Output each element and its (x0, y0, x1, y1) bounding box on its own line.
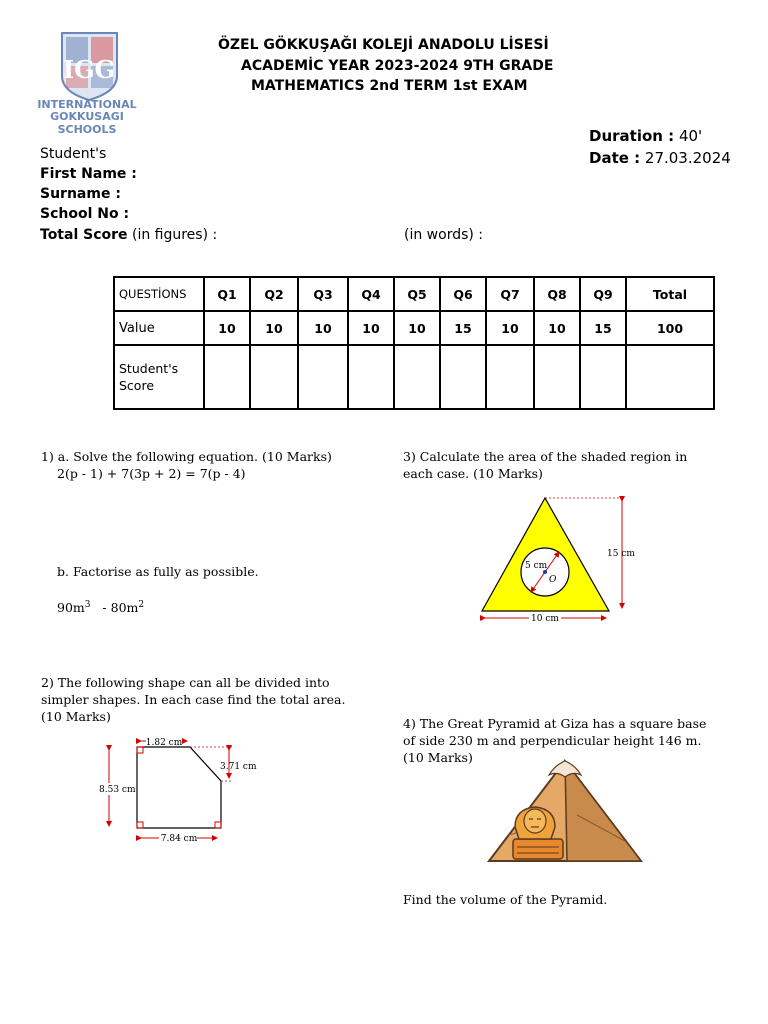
q-header: Q4 (348, 277, 394, 311)
value-cell: 15 (440, 311, 486, 345)
score-input-cell[interactable] (250, 345, 298, 409)
school-no-label: School No : (40, 206, 130, 222)
q4-text-line1: 4) The Great Pyramid at Giza has a square base (403, 716, 707, 731)
header-school-name: ÖZEL GÖKKUŞAĞI KOLEJİ ANADOLU LİSESİ (218, 37, 549, 53)
value-cell: 10 (250, 311, 298, 345)
q1-expression: $90m^3$ - $80m^2$ (57, 600, 145, 616)
q2-text-line2: simpler shapes. In each case find the total area. (41, 692, 346, 707)
q2-text-line3: (10 Marks) (41, 709, 111, 724)
q2-text-line1: 2) The following shape can all be divided into (41, 675, 330, 690)
questions-header: QUESTİONS (114, 277, 204, 311)
q4-prompt: Find the volume of the Pyramid. (403, 892, 608, 907)
q3-text-line1: 3) Calculate the area of the shaded region in (403, 449, 688, 464)
duration (589, 127, 702, 145)
score-input-cell[interactable] (298, 345, 348, 409)
q-header: Q3 (298, 277, 348, 311)
q-header: Q1 (204, 277, 250, 311)
q2-dim-left: 8.53 cm (99, 785, 136, 795)
value-cell: 10 (486, 311, 534, 345)
q3-dim-height: 15 cm (607, 549, 635, 559)
student-heading: Student's (40, 146, 107, 162)
surname-label: Surname : (40, 186, 121, 202)
value-cell: 10 (534, 311, 580, 345)
q1-equation: 2(p - 1) + 7(3p + 2) = 7(p - 4) (57, 466, 246, 481)
logo-text-line2: GOKKUSAGI SCHOOLS (50, 110, 124, 136)
q3-dim-base: 10 cm (531, 614, 559, 624)
table-row-student-score (114, 345, 714, 409)
header-academic-year: ACADEMİC YEAR 2023-2024 9TH GRADE (241, 58, 554, 74)
table-row-questions (114, 277, 714, 311)
q-header: Q7 (486, 277, 534, 311)
q3-center-label: O (549, 575, 557, 585)
total-score-words-label: (in words) : (404, 227, 484, 243)
q2-dim-top: 1.82 cm (145, 738, 183, 748)
score-input-cell[interactable] (348, 345, 394, 409)
header-exam-title: MATHEMATICS 2nd TERM 1st EXAM (251, 78, 528, 94)
q-header: Q2 (250, 277, 298, 311)
score-input-cell[interactable] (580, 345, 626, 409)
logo-crest-letters: IGG (62, 55, 116, 84)
score-input-cell[interactable] (486, 345, 534, 409)
q1-text: 1) a. Solve the following equation. (10 Marks) (41, 449, 332, 464)
value-label: Value (114, 311, 204, 345)
value-cell: 15 (580, 311, 626, 345)
q4-text-line3: (10 Marks) (403, 750, 473, 765)
q3-dim-radius: 5 cm (525, 561, 548, 571)
score-input-cell[interactable] (534, 345, 580, 409)
student-score-label: Student's Score (114, 345, 204, 409)
pyramid-sphinx-image (485, 755, 645, 867)
score-input-cell[interactable] (440, 345, 486, 409)
q2-polygon (137, 747, 221, 828)
value-cell: 10 (348, 311, 394, 345)
q3-text-line2: each case. (10 Marks) (403, 466, 543, 481)
table-row-values (114, 311, 714, 345)
q2-dim-bottom: 7.84 cm (160, 834, 198, 844)
total-value-cell: 100 (626, 311, 714, 345)
q-header: Q5 (394, 277, 440, 311)
q-header: Q6 (440, 277, 486, 311)
score-table (113, 276, 715, 410)
exam-date (589, 149, 731, 167)
duration-value: 40' (674, 127, 703, 145)
first-name-label: First Name : (40, 166, 137, 182)
value-cell: 10 (298, 311, 348, 345)
total-score-label: Total Score (in figures) : (40, 227, 218, 243)
total-header: Total (626, 277, 714, 311)
q4-text-line2: of side 230 m and perpendicular height 146 m. (403, 733, 702, 748)
q-header: Q9 (580, 277, 626, 311)
q2-shape-figure (95, 733, 265, 848)
score-input-cell[interactable] (394, 345, 440, 409)
q-header: Q8 (534, 277, 580, 311)
date-value: 27.03.2024 (640, 149, 731, 167)
school-logo (22, 30, 157, 136)
value-cell: 10 (394, 311, 440, 345)
logo-text-line1: INTERNATIONAL (37, 98, 137, 111)
score-input-cell[interactable] (626, 345, 714, 409)
q1-part-b: b. Factorise as fully as possible. (57, 564, 259, 579)
q2-dim-right: 3.71 cm (220, 762, 257, 772)
score-input-cell[interactable] (204, 345, 250, 409)
value-cell: 10 (204, 311, 250, 345)
q3-triangle-figure (455, 492, 655, 627)
duration-label: Duration : (589, 127, 675, 145)
date-label: Date : (589, 149, 641, 167)
